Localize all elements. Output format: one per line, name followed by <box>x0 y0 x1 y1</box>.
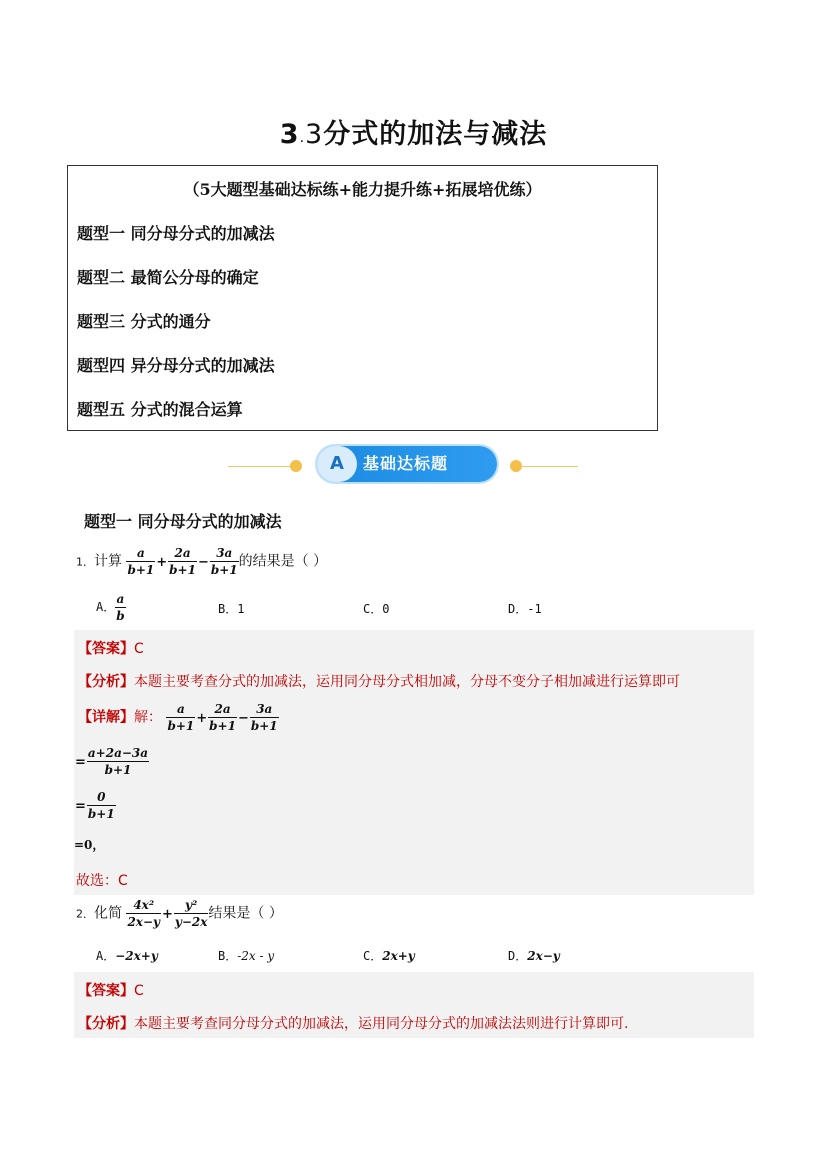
q1-f3-den: b+1 <box>210 563 238 577</box>
q2-fraction-2 <box>174 898 209 929</box>
banner-line-left <box>228 466 290 467</box>
topic-item-2: 题型二 最简公分母的确定 <box>77 268 259 287</box>
page-title <box>0 112 827 151</box>
banner-text: 基础达标题 <box>363 454 449 473</box>
q1-analysis <box>78 671 680 691</box>
q1-analysis-tag: 【分析】 <box>78 674 134 690</box>
q2-f1-num: 4x² <box>133 898 155 912</box>
q1-fraction-2 <box>168 546 197 577</box>
q2-answer-tag: 【答案】 <box>78 983 134 999</box>
title-number-a: 3 <box>279 119 300 150</box>
q1-detail-tag: 【详解】 <box>78 709 134 726</box>
topic-item-5: 题型五 分式的混合运算 <box>77 400 243 419</box>
q1-op-1: + <box>156 554 168 570</box>
q2-number: 2． <box>76 907 94 921</box>
q1-option-a-label: A． <box>96 600 116 614</box>
q1-detail-fraction-3 <box>250 702 279 733</box>
q1-detail-lead: 解： <box>134 709 162 726</box>
q1-answer <box>78 638 144 658</box>
section-banner <box>228 446 578 486</box>
q2-analysis-tag: 【分析】 <box>78 1016 134 1032</box>
q1-f1-num: a <box>136 546 145 560</box>
q1-solution-box <box>74 630 754 895</box>
q2-option-d-value: 2x−y <box>527 949 560 963</box>
q1-option-d: D．-1 <box>508 602 542 616</box>
q1-opt-a-den: b <box>116 609 125 623</box>
q1-step-2-fraction <box>87 790 116 821</box>
title-text: 分式的加法与减法 <box>323 119 548 150</box>
q1-detail-fraction-2 <box>208 702 237 733</box>
q2-option-c <box>363 947 415 964</box>
q1-opt-a-num: a <box>116 592 125 606</box>
q1-step-2-num: 0 <box>97 790 106 804</box>
q1-d-f1-den: b+1 <box>167 719 195 733</box>
q2-analysis <box>78 1013 628 1033</box>
question-2 <box>76 898 283 929</box>
banner-dot-right <box>510 460 522 472</box>
topic-item-1: 题型一 同分母分式的加减法 <box>77 224 275 243</box>
q1-detail <box>78 702 279 733</box>
q1-option-a-fraction <box>115 592 125 623</box>
q2-option-d <box>508 947 560 964</box>
q1-option-c: C．0 <box>363 602 390 616</box>
q1-fraction-3 <box>210 546 239 577</box>
q1-lead: 计算 <box>94 553 122 570</box>
topic-item-3: 题型三 分式的通分 <box>77 312 211 331</box>
q1-f2-den: b+1 <box>169 563 196 577</box>
q2-tail: 结果是（ ） <box>208 905 283 922</box>
q2-option-a-value: −2x+y <box>115 949 158 963</box>
q1-choice: 故选：C <box>76 873 128 889</box>
q2-fraction-1 <box>126 898 161 929</box>
q1-tail: 的结果是（ ） <box>238 553 328 570</box>
q2-analysis-text: 本题主要考查同分母分式的加减法，运用同分母分式的加减法法则进行计算即可. <box>134 1016 629 1032</box>
banner-pill <box>317 446 497 482</box>
banner-dot-left <box>290 460 302 472</box>
q2-answer <box>78 980 144 1000</box>
q1-option-a <box>96 592 126 623</box>
q1-step-1-num: a+2a−3a <box>87 746 149 760</box>
q1-number: 1． <box>76 555 94 569</box>
q1-step-3 <box>74 836 104 853</box>
section-heading: 题型一 同分母分式的加减法 <box>84 512 282 531</box>
q2-solution-box <box>74 972 754 1038</box>
title-number-sep: . <box>299 130 306 146</box>
q1-step-1 <box>74 746 149 777</box>
q2-lead: 化简 <box>94 905 122 922</box>
q2-option-b-value: -2x - y <box>237 949 275 963</box>
q1-f3-num: 3a <box>216 546 233 560</box>
q1-step-1-den: b+1 <box>87 761 149 777</box>
q2-f1-den: 2x−y <box>127 915 160 929</box>
q1-step-2-den: b+1 <box>87 807 115 821</box>
q2-option-c-value: 2x+y <box>382 949 415 963</box>
q1-option-b: B．1 <box>218 602 245 616</box>
q1-analysis-text: 本题主要考查分式的加减法，运用同分母分式相加减，分母不变分子相加减进行运算即可 <box>134 674 680 690</box>
q2-option-a-label: A． <box>96 949 116 963</box>
q1-fraction-1 <box>126 546 155 577</box>
q1-d-f3-num: 3a <box>256 702 273 716</box>
q2-op-1: + <box>161 906 173 922</box>
q2-answer-value: C <box>134 983 144 999</box>
topic-item-4: 题型四 异分母分式的加减法 <box>77 356 275 375</box>
topic-overview-box <box>67 165 658 431</box>
overview-subtitle: （5大题型基础达标练+能力提升练+拓展培优练） <box>183 180 542 199</box>
banner-badge: A <box>317 446 357 482</box>
q2-option-b <box>218 947 274 964</box>
q1-step-1-eq: = <box>75 754 86 770</box>
q1-d-op-2: − <box>237 710 249 726</box>
title-number-b: 3 <box>305 119 324 150</box>
banner-line-right <box>522 466 578 467</box>
q1-step-2 <box>74 790 116 821</box>
q1-d-f2-den: b+1 <box>209 719 236 733</box>
q1-d-f2-num: 2a <box>214 702 231 716</box>
q1-d-op-1: + <box>196 710 208 726</box>
q1-op-2: − <box>197 554 209 570</box>
q1-d-f3-den: b+1 <box>250 719 278 733</box>
question-1 <box>76 546 327 577</box>
q2-option-b-label: B． <box>218 949 238 963</box>
q1-step-2-eq: = <box>75 798 86 814</box>
q1-f2-num: 2a <box>174 546 191 560</box>
q1-answer-value: C <box>134 641 144 657</box>
q2-f2-den: y−2x <box>174 915 208 929</box>
q1-answer-tag: 【答案】 <box>78 641 134 657</box>
q1-step-1-fraction <box>87 746 149 777</box>
q2-option-c-label: C． <box>363 949 383 963</box>
q2-f2-num: y² <box>185 898 198 912</box>
q2-option-d-label: D． <box>508 949 528 963</box>
q2-option-a <box>96 947 158 964</box>
q1-step-3-text: =0， <box>74 838 105 852</box>
q1-detail-fraction-1 <box>166 702 195 733</box>
q1-f1-den: b+1 <box>127 563 155 577</box>
q1-d-f1-num: a <box>176 702 185 716</box>
